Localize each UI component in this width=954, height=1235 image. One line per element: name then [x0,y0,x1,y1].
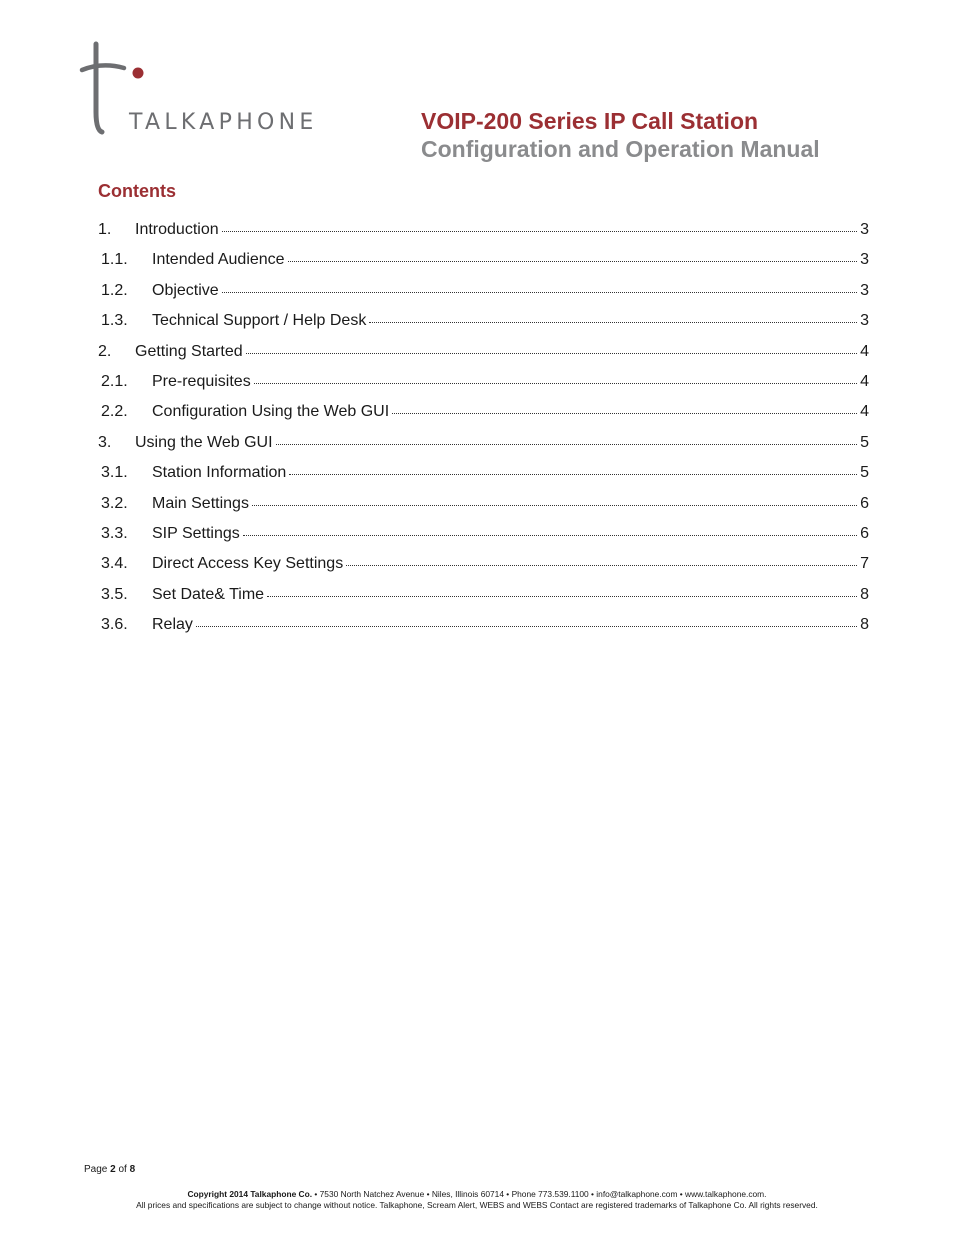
toc-entry-number: 2. [98,342,112,360]
toc-entry-page[interactable]: 3 [860,251,869,269]
toc-dot-leader [222,292,857,293]
table-of-contents [98,221,869,646]
toc-dot-leader [289,474,857,475]
toc-entry-page[interactable]: 4 [860,342,869,360]
toc-entry-title[interactable]: Objective [152,281,219,299]
toc-entry-number: 2.1. [101,372,128,390]
toc-entry-title[interactable]: Station Information [152,464,287,482]
toc-entry-page[interactable]: 6 [860,524,869,542]
page-total: 8 [129,1164,136,1175]
toc-dot-leader [346,565,857,566]
toc-entry[interactable] [98,525,869,555]
toc-entry-page[interactable]: 3 [860,312,869,330]
page-number [84,1164,135,1175]
footer-disclaimer: All prices and specifications are subject to change without notice. Talkaphone, Scream Alert, WEBS and WEBS Contact are registered trademarks of Talkaphone Co. All rights reserved. [136,1200,818,1210]
document-title: VOIP-200 Series IP Call Station [421,108,759,134]
toc-entry-number: 1.3. [101,312,128,330]
toc-entry[interactable] [98,464,869,494]
toc-entry-title[interactable]: Introduction [135,221,219,238]
toc-dot-leader [254,383,857,384]
toc-entry-page[interactable]: 7 [860,555,869,573]
toc-entry-page[interactable]: 4 [860,403,869,421]
toc-entry-number: 3.2. [101,494,128,512]
toc-dot-leader [246,353,857,354]
toc-entry[interactable] [98,373,869,403]
toc-entry-title[interactable]: Configuration Using the Web GUI [152,403,390,421]
toc-entry[interactable] [98,495,869,525]
toc-entry-title[interactable]: Main Settings [152,494,249,512]
toc-dot-leader [369,322,857,323]
toc-entry[interactable] [98,251,869,281]
toc-entry-number: 3.1. [101,464,128,482]
toc-entry-page[interactable]: 8 [860,585,869,603]
toc-entry-title[interactable]: Direct Access Key Settings [152,555,344,573]
toc-entry-number: 1.2. [101,281,128,299]
toc-dot-leader [222,231,857,232]
toc-dot-leader [252,505,857,506]
toc-dot-leader [392,413,857,414]
toc-entry-page[interactable]: 3 [860,281,869,299]
toc-entry-title[interactable]: Intended Audience [152,251,285,269]
toc-entry-number: 3.4. [101,555,128,573]
toc-entry-title[interactable]: Getting Started [135,342,243,360]
toc-entry-title[interactable]: Set Date& Time [152,585,265,603]
page-of: of [118,1164,127,1175]
footer-copyright-line [0,1189,954,1200]
toc-entry-page[interactable]: 3 [860,221,869,238]
toc-entry[interactable] [98,555,869,585]
toc-entry[interactable] [98,586,869,616]
toc-entry[interactable] [98,616,869,646]
toc-entry-number: 3.6. [101,616,128,634]
toc-dot-leader [267,596,857,597]
footer-copyright-bold: Copyright 2014 Talkaphone Co. [187,1189,313,1199]
page-footer [0,1189,954,1211]
toc-entry-title[interactable]: SIP Settings [152,524,240,542]
toc-entry-page[interactable]: 5 [860,464,869,482]
toc-entry-title[interactable]: Pre-requisites [152,372,251,390]
toc-entry-page[interactable]: 8 [860,616,869,634]
toc-dot-leader [276,444,857,445]
toc-entry-page[interactable]: 4 [860,372,869,390]
contents-heading: Contents [98,181,176,201]
page-label: Page [84,1164,108,1175]
document-subtitle: Configuration and Operation Manual [421,136,820,162]
toc-entry-number: 3. [98,433,112,451]
toc-entry-title[interactable]: Using the Web GUI [135,433,273,451]
toc-entry-page[interactable]: 5 [860,433,869,451]
toc-entry[interactable] [98,312,869,342]
toc-entry-number: 2.2. [101,403,128,421]
toc-entry[interactable] [98,282,869,312]
toc-entry[interactable] [98,221,869,251]
footer-copyright-rest: • 7530 North Natchez Avenue • Niles, Illinois 60714 • Phone 773.539.1100 • info@talkaphone.com • www.talkaphone.com. [312,1189,767,1199]
toc-entry[interactable] [98,403,869,433]
toc-dot-leader [243,535,857,536]
toc-entry-number: 3.3. [101,524,128,542]
toc-dot-leader [196,626,857,627]
toc-entry-number: 3.5. [101,585,128,603]
toc-entry-number: 1. [98,221,112,238]
toc-entry-page[interactable]: 6 [860,494,869,512]
toc-entry-title[interactable]: Relay [152,616,193,634]
toc-dot-leader [288,261,857,262]
toc-entry[interactable] [98,434,869,464]
toc-entry[interactable] [98,343,869,373]
toc-entry-title[interactable]: Technical Support / Help Desk [152,312,367,330]
brand-name: TALKAPHONE [129,110,318,135]
toc-entry-number: 1.1. [101,251,128,269]
page-current: 2 [110,1164,116,1175]
